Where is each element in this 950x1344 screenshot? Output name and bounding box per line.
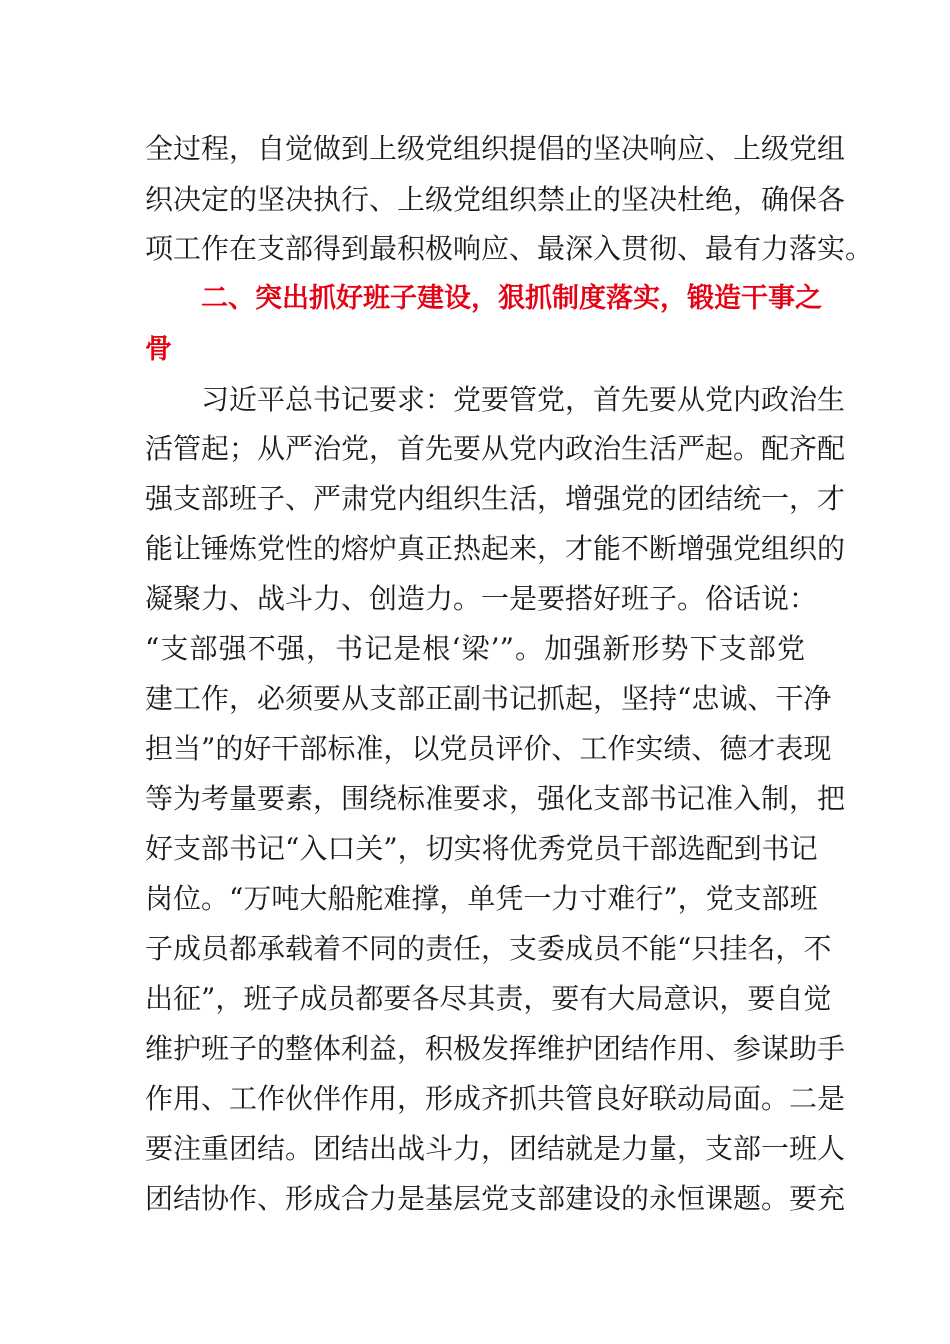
para2-line-5: 凝聚力、战斗力、创造力。一是要搭好班子。俗话说： [145, 582, 818, 615]
para2-line-7: 建工作，必须要从支部正副书记抓起，坚持“忠诚、干净 [145, 682, 832, 715]
para2-line-14: 维护班子的整体利益，积极发挥维护团结作用、参谋助手 [145, 1032, 846, 1065]
para2-line-9: 等为考量要素，围绕标准要求，强化支部书记准入制，把 [145, 782, 846, 815]
para2-line-2: 活管起；从严治党，首先要从党内政治生活严起。配齐配 [145, 432, 846, 465]
para1-line-1: 全过程，自觉做到上级党组织提倡的坚决响应、上级党组 [145, 132, 846, 165]
section-heading-line-2: 骨 [145, 334, 172, 365]
para1-line-3: 项工作在支部得到最积极响应、最深入贯彻、最有力落实。 [145, 232, 874, 265]
para2-line-6: “支部强不强，书记是根‘梁’”。加强新形势下支部党 [145, 632, 805, 665]
para1-line-2: 织决定的坚决执行、上级党组织禁止的坚决杜绝，确保各 [145, 183, 846, 216]
para2-line-12: 子成员都承载着不同的责任，支委成员不能“只挂名，不 [145, 932, 832, 965]
para2-line-17: 团结协作、形成合力是基层党支部建设的永恒课题。要充 [145, 1182, 846, 1215]
para2-line-4: 能让锤炼党性的熔炉真正热起来，才能不断增强党组织的 [145, 532, 846, 565]
para2-line-3: 强支部班子、严肃党内组织生活，增强党的团结统一，才 [145, 482, 846, 515]
para2-line-1: 习近平总书记要求：党要管党，首先要从党内政治生 [201, 383, 846, 416]
para2-line-10: 好支部书记“入口关”，切实将优秀党员干部选配到书记 [145, 832, 818, 865]
para2-line-8: 担当”的好干部标准，以党员评价、工作实绩、德才表现 [145, 732, 832, 765]
para2-line-13: 出征”，班子成员都要各尽其责，要有大局意识，要自觉 [145, 982, 832, 1015]
section-heading-line-1: 二、突出抓好班子建设，狠抓制度落实，锻造干事之 [201, 283, 822, 314]
para2-line-11: 岗位。“万吨大船舵难撑，单凭一力寸难行”，党支部班 [145, 882, 818, 915]
para2-line-16: 要注重团结。团结出战斗力，团结就是力量，支部一班人 [145, 1132, 846, 1165]
para2-line-15: 作用、工作伙伴作用，形成齐抓共管良好联动局面。二是 [145, 1082, 846, 1115]
